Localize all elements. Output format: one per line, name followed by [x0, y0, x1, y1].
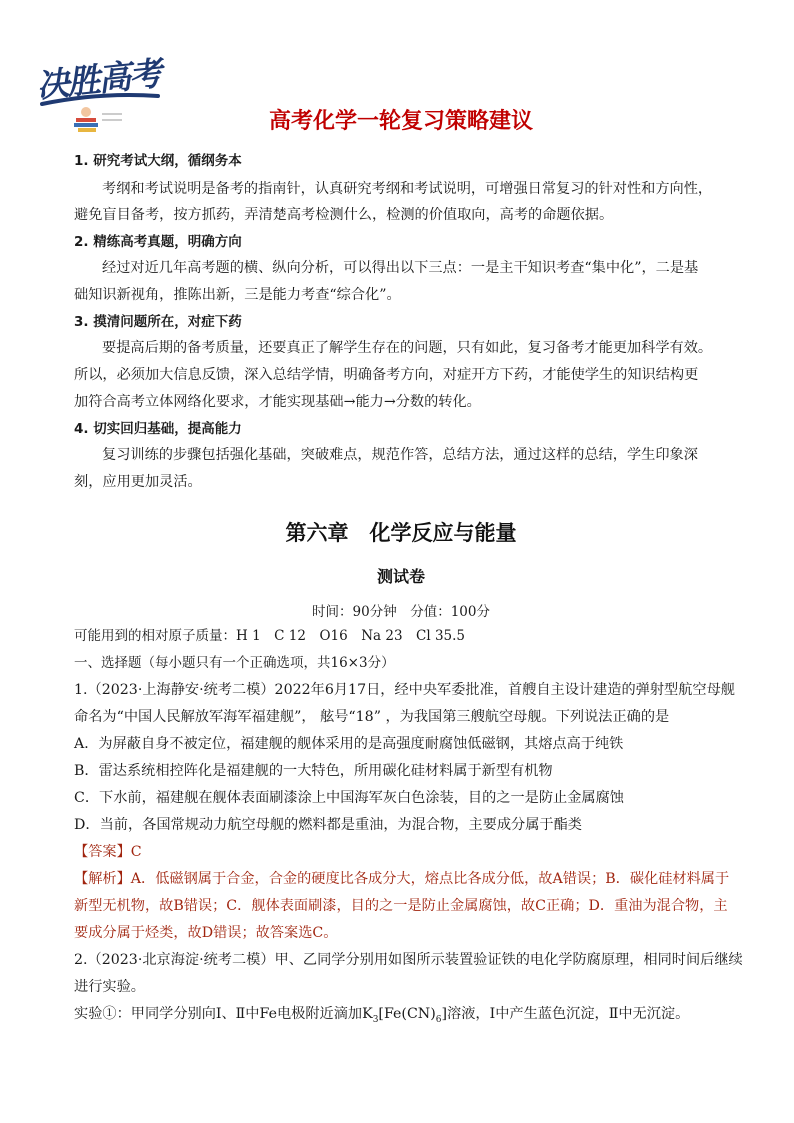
paragraph-line: 考纲和考试说明是备考的指南针，认真研究考纲和考试说明，可增强日常复习的针对性和方向性， — [102, 181, 713, 197]
section-heading: 2. 精练高考真题，明确方向 — [74, 234, 242, 250]
subscript: 3 — [372, 1014, 379, 1025]
paragraph-line: 要提高后期的备考质量，还要真正了解学生存在的问题，只有如此，复习备考才能更加科学有效。 — [102, 340, 713, 356]
answer-tag: 【答案】 — [74, 844, 131, 860]
paragraph-line: 经过对近几年高考题的横、纵向分析，可以得出以下三点：一是主干知识考查“集中化”，二是基 — [102, 260, 699, 276]
analysis-line: 新型无机物，故B错误；C．舰体表面刷漆，目的之一是防止金属腐蚀，故C正确；D．重油为混合物，主 — [74, 898, 728, 914]
paragraph-line: 础知识新视角，推陈出新，三是能力考查“综合化”。 — [74, 287, 401, 303]
experiment-text: ]溶液，Ⅰ中产生蓝色沉淀，Ⅱ中无沉淀。 — [441, 1006, 690, 1022]
answer-line — [74, 843, 734, 861]
question-stem: 1.（2023·上海静安·统考二模）2022年6月17日，经中央军委批准，首艘自主设计建造的弹射型航空母舰 — [74, 682, 735, 698]
chapter-title: 第六章 化学反应与能量 — [285, 521, 517, 545]
option-a: A．为屏蔽自身不被定位，福建舰的舰体采用的是高强度耐腐蚀低磁钢，其熔点高于纯铁 — [74, 736, 624, 752]
time-score: 时间：90分钟 分值：100分 — [312, 604, 490, 620]
document-title: 高考化学一轮复习策略建议 — [268, 109, 533, 134]
experiment-text: [Fe(CN) — [378, 1006, 436, 1022]
paragraph-line: 加符合高考立体网络化要求，才能实现基础→能力→分数的转化。 — [74, 394, 481, 410]
option-c: C．下水前，福建舰在舰体表面刷漆涂上中国海军灰白色涂装，目的之一是防止金属腐蚀 — [74, 790, 624, 806]
paragraph-line: 刻，应用更加灵活。 — [74, 474, 202, 490]
analysis-line — [74, 870, 734, 888]
section-heading: 3. 摸清问题所在，对症下药 — [74, 314, 242, 330]
section-heading: 4. 切实回归基础，提高能力 — [74, 421, 242, 437]
experiment-line — [74, 1005, 734, 1029]
analysis-text: A．低磁钢属于合金，合金的硬度比各成分大，熔点比各成分低，故A错误；B．碳化硅材料属于 — [130, 871, 730, 887]
analysis-line: 要成分属于烃类，故D错误；故答案选C。 — [74, 925, 338, 941]
test-subtitle: 测试卷 — [376, 567, 425, 586]
experiment-text: 实验①：甲同学分别向Ⅰ、Ⅱ中Fe电极附近滴加K — [74, 1006, 373, 1022]
subscript: 6 — [435, 1014, 442, 1025]
paragraph-line: 避免盲目备考，按方抓药，弄清楚高考检测什么，检测的价值取向，高考的命题依据。 — [74, 207, 614, 223]
answer-value: C — [130, 844, 142, 860]
question-stem: 命名为“中国人民解放军海军福建舰”， 舷号“18” ，为我国第三艘航空母舰。下列说法正确的是 — [74, 709, 670, 725]
section-heading: 1. 研究考试大纲，循纲务本 — [74, 153, 242, 169]
option-b: B．雷达系统相控阵化是福建舰的一大特色，所用碳化硅材料属于新型有机物 — [74, 763, 553, 779]
part-one-heading: 一、选择题（每小题只有一个正确选项，共16×3分） — [74, 655, 395, 671]
paragraph-line: 复习训练的步骤包括强化基础，突破难点，规范作答，总结方法，通过这样的总结，学生印象深 — [102, 447, 698, 463]
paragraph-line: 所以，必须加大信息反馈，深入总结学情，明确备考方向，对症开方下药，才能使学生的知识结构更 — [74, 367, 699, 383]
question-stem: 进行实验。 — [74, 979, 145, 995]
analysis-tag: 【解析】 — [74, 871, 131, 887]
option-d: D．当前，各国常规动力航空母舰的燃料都是重油，为混合物，主要成分属于酯类 — [74, 817, 582, 833]
atomic-mass-line: 可能用到的相对原子质量：H 1 C 12 O16 Na 23 Cl 35.5 — [74, 628, 466, 644]
logo-text: 决胜高考 — [34, 53, 162, 106]
question-stem: 2.（2023·北京海淀·统考二模）甲、乙同学分别用如图所示装置验证铁的电化学防腐原理，相同时间后继续 — [74, 952, 743, 968]
